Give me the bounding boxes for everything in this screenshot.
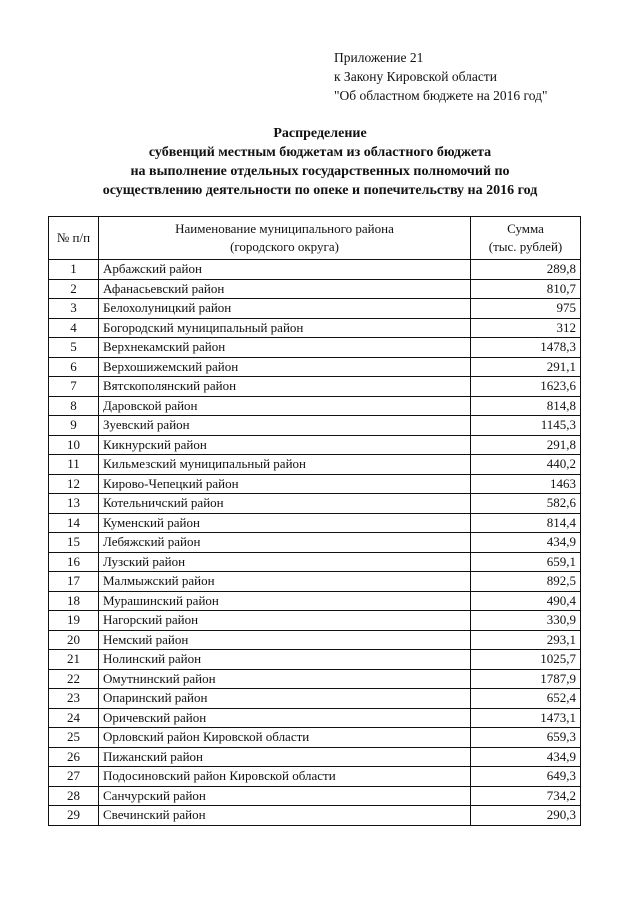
table-row bbox=[49, 377, 581, 397]
header-number: № п/п bbox=[49, 217, 99, 260]
row-district-name: Санчурский район bbox=[99, 786, 471, 806]
row-number: 5 bbox=[49, 338, 99, 358]
row-amount: 490,4 bbox=[471, 591, 581, 611]
row-amount: 659,3 bbox=[471, 728, 581, 748]
row-number: 15 bbox=[49, 533, 99, 553]
row-number: 17 bbox=[49, 572, 99, 592]
row-district-name: Подосиновский район Кировской области bbox=[99, 767, 471, 787]
row-number: 13 bbox=[49, 494, 99, 514]
row-amount: 1478,3 bbox=[471, 338, 581, 358]
table-row bbox=[49, 357, 581, 377]
row-number: 4 bbox=[49, 318, 99, 338]
row-number: 9 bbox=[49, 416, 99, 436]
row-district-name: Лебяжский район bbox=[99, 533, 471, 553]
distribution-table bbox=[48, 216, 581, 826]
row-amount: 734,2 bbox=[471, 786, 581, 806]
table-row bbox=[49, 767, 581, 787]
table-row bbox=[49, 689, 581, 709]
table-row bbox=[49, 747, 581, 767]
row-amount: 440,2 bbox=[471, 455, 581, 475]
row-district-name: Белохолуницкий район bbox=[99, 299, 471, 319]
row-district-name: Нагорский район bbox=[99, 611, 471, 631]
row-amount: 810,7 bbox=[471, 279, 581, 299]
row-district-name: Опаринский район bbox=[99, 689, 471, 709]
row-number: 12 bbox=[49, 474, 99, 494]
row-district-name: Орловский район Кировской области bbox=[99, 728, 471, 748]
row-number: 8 bbox=[49, 396, 99, 416]
row-amount: 291,8 bbox=[471, 435, 581, 455]
row-number: 16 bbox=[49, 552, 99, 572]
table-row bbox=[49, 416, 581, 436]
row-amount: 330,9 bbox=[471, 611, 581, 631]
table-row bbox=[49, 513, 581, 533]
row-amount: 312 bbox=[471, 318, 581, 338]
table-row bbox=[49, 728, 581, 748]
row-number: 10 bbox=[49, 435, 99, 455]
row-amount: 1463 bbox=[471, 474, 581, 494]
header-sum-line-2: (тыс. рублей) bbox=[488, 239, 563, 254]
row-amount: 1473,1 bbox=[471, 708, 581, 728]
row-amount: 814,4 bbox=[471, 513, 581, 533]
table-header-row bbox=[49, 217, 581, 260]
row-district-name: Вятскополянский район bbox=[99, 377, 471, 397]
row-number: 25 bbox=[49, 728, 99, 748]
row-amount: 293,1 bbox=[471, 630, 581, 650]
row-amount: 1623,6 bbox=[471, 377, 581, 397]
row-district-name: Богородский муниципальный район bbox=[99, 318, 471, 338]
table-row bbox=[49, 786, 581, 806]
row-number: 7 bbox=[49, 377, 99, 397]
table-row bbox=[49, 260, 581, 280]
table-row bbox=[49, 318, 581, 338]
appendix-line-1: Приложение 21 bbox=[334, 50, 424, 65]
row-number: 19 bbox=[49, 611, 99, 631]
row-number: 20 bbox=[49, 630, 99, 650]
row-number: 14 bbox=[49, 513, 99, 533]
row-amount: 1787,9 bbox=[471, 669, 581, 689]
row-amount: 892,5 bbox=[471, 572, 581, 592]
table-row bbox=[49, 533, 581, 553]
row-district-name: Зуевский район bbox=[99, 416, 471, 436]
row-number: 3 bbox=[49, 299, 99, 319]
table-row bbox=[49, 572, 581, 592]
row-number: 21 bbox=[49, 650, 99, 670]
row-amount: 1025,7 bbox=[471, 650, 581, 670]
appendix-line-3: "Об областном бюджете на 2016 год" bbox=[334, 88, 548, 103]
row-number: 29 bbox=[49, 806, 99, 826]
row-amount: 291,1 bbox=[471, 357, 581, 377]
table-row bbox=[49, 669, 581, 689]
row-amount: 649,3 bbox=[471, 767, 581, 787]
table-row bbox=[49, 591, 581, 611]
document-title bbox=[40, 124, 600, 200]
table-row bbox=[49, 611, 581, 631]
row-district-name: Лузский район bbox=[99, 552, 471, 572]
row-district-name: Оричевский район bbox=[99, 708, 471, 728]
row-number: 26 bbox=[49, 747, 99, 767]
header-sum-line-1: Сумма bbox=[507, 221, 544, 236]
row-amount: 434,9 bbox=[471, 747, 581, 767]
table-row bbox=[49, 396, 581, 416]
appendix-line-2: к Закону Кировской области bbox=[334, 69, 498, 84]
row-number: 23 bbox=[49, 689, 99, 709]
row-number: 27 bbox=[49, 767, 99, 787]
header-sum bbox=[471, 217, 581, 260]
row-amount: 814,8 bbox=[471, 396, 581, 416]
table-row bbox=[49, 474, 581, 494]
table-row bbox=[49, 806, 581, 826]
appendix-note bbox=[334, 48, 548, 105]
table-row bbox=[49, 279, 581, 299]
table-row bbox=[49, 494, 581, 514]
table-row bbox=[49, 435, 581, 455]
row-number: 1 bbox=[49, 260, 99, 280]
row-amount: 652,4 bbox=[471, 689, 581, 709]
row-district-name: Немский район bbox=[99, 630, 471, 650]
row-amount: 1145,3 bbox=[471, 416, 581, 436]
header-name-line-2: (городского округа) bbox=[230, 239, 339, 254]
row-amount: 659,1 bbox=[471, 552, 581, 572]
row-number: 28 bbox=[49, 786, 99, 806]
row-amount: 582,6 bbox=[471, 494, 581, 514]
row-district-name: Афанасьевский район bbox=[99, 279, 471, 299]
table-row bbox=[49, 299, 581, 319]
row-district-name: Малмыжский район bbox=[99, 572, 471, 592]
title-line-4: осуществлению деятельности по опеке и попечительству на 2016 год bbox=[102, 183, 538, 198]
table-body bbox=[49, 260, 581, 826]
header-name bbox=[99, 217, 471, 260]
row-district-name: Куменский район bbox=[99, 513, 471, 533]
row-number: 11 bbox=[49, 455, 99, 475]
header-name-line-1: Наименование муниципального района bbox=[175, 221, 394, 236]
row-number: 2 bbox=[49, 279, 99, 299]
row-district-name: Верхошижемский район bbox=[99, 357, 471, 377]
table-row bbox=[49, 338, 581, 358]
row-number: 22 bbox=[49, 669, 99, 689]
table-row bbox=[49, 552, 581, 572]
row-amount: 434,9 bbox=[471, 533, 581, 553]
row-district-name: Кикнурский район bbox=[99, 435, 471, 455]
table-row bbox=[49, 455, 581, 475]
table-row bbox=[49, 650, 581, 670]
row-district-name: Мурашинский район bbox=[99, 591, 471, 611]
row-number: 6 bbox=[49, 357, 99, 377]
row-amount: 289,8 bbox=[471, 260, 581, 280]
table-row bbox=[49, 630, 581, 650]
row-district-name: Омутнинский район bbox=[99, 669, 471, 689]
row-district-name: Верхнекамский район bbox=[99, 338, 471, 358]
title-line-2: субвенций местным бюджетам из областного бюджета bbox=[148, 145, 492, 160]
title-line-1: Распределение bbox=[273, 126, 367, 141]
row-number: 24 bbox=[49, 708, 99, 728]
row-district-name: Даровской район bbox=[99, 396, 471, 416]
row-number: 18 bbox=[49, 591, 99, 611]
row-amount: 290,3 bbox=[471, 806, 581, 826]
row-district-name: Нолинский район bbox=[99, 650, 471, 670]
row-district-name: Котельничский район bbox=[99, 494, 471, 514]
row-district-name: Свечинский район bbox=[99, 806, 471, 826]
row-amount: 975 bbox=[471, 299, 581, 319]
table-row bbox=[49, 708, 581, 728]
row-district-name: Арбажский район bbox=[99, 260, 471, 280]
row-district-name: Пижанский район bbox=[99, 747, 471, 767]
row-district-name: Кильмезский муниципальный район bbox=[99, 455, 471, 475]
row-district-name: Кирово-Чепецкий район bbox=[99, 474, 471, 494]
title-line-3: на выполнение отдельных государственных полномочий по bbox=[130, 164, 510, 179]
